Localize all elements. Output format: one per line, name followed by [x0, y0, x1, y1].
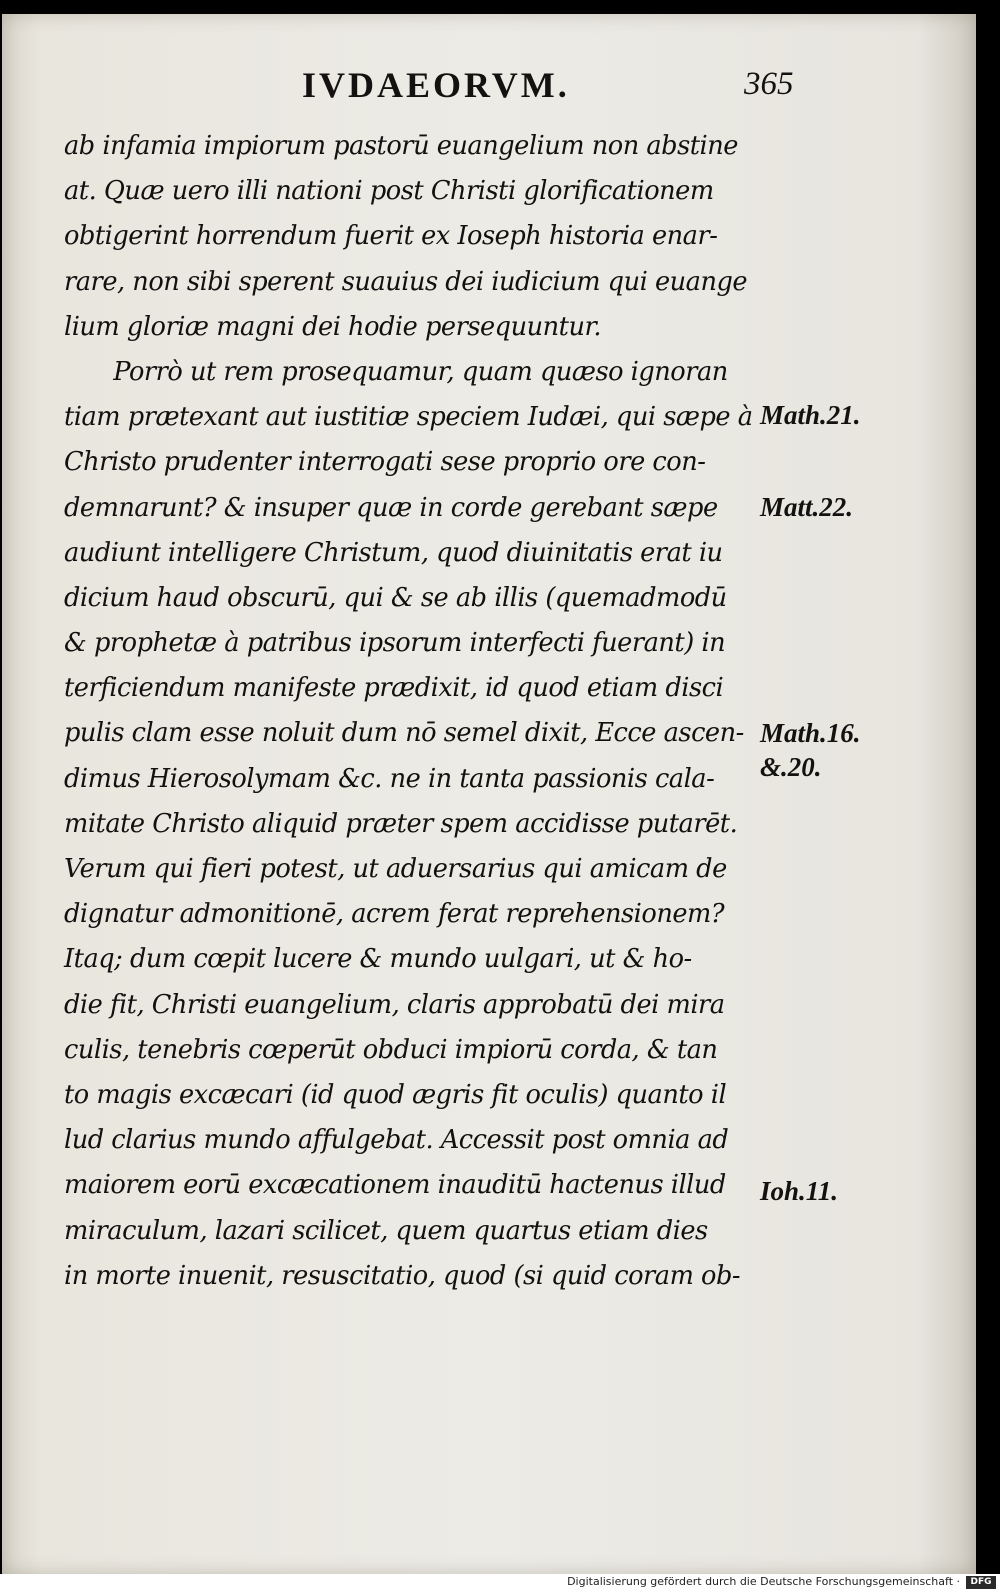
text-line: terficiendum manifeste prædixit, id quod etiam disci	[64, 673, 724, 704]
text-line: mitate Christo aliquid præter spem accidisse putarēt.	[64, 808, 738, 839]
margin-note: Math.16.	[760, 718, 861, 748]
text-line: maiorem eorū excæcationem inauditū hactenus illud	[64, 1170, 726, 1201]
digitization-footer	[0, 1574, 1000, 1592]
text-line: Porrò ut rem prosequamur, quam quæso ignoran	[113, 356, 728, 387]
text-line: in morte inuenit, resuscitatio, quod (si quid coram ob-	[64, 1260, 741, 1291]
text-line: dignatur admonitionē, acrem ferat reprehensionem?	[64, 899, 725, 930]
dfg-logo: DFG	[966, 1576, 996, 1589]
margin-note: Matt.22.	[760, 492, 854, 522]
text-line: to magis excæcari (id quod ægris fit oculis) quanto il	[64, 1079, 727, 1110]
text-line: pulis clam esse noluit dum nō semel dixit, Ecce ascen-	[64, 718, 744, 749]
text-line: dimus Hierosolymam &c. ne in tanta passionis cala-	[64, 763, 715, 794]
text-line: at. Quæ uero illi nationi post Christi glorificationem	[64, 176, 714, 207]
page-number: 365	[744, 66, 794, 102]
text-line: miraculum, lazari scilicet, quem quartus etiam dies	[64, 1215, 708, 1246]
body-text	[64, 124, 764, 1299]
text-line: audiunt intelligere Christum, quod diuinitatis erat iu	[64, 537, 723, 568]
text-line: die fit, Christi euangelium, claris approbatū dei mira	[64, 989, 725, 1020]
running-head: IVDAEORVM.	[302, 65, 570, 105]
text-line: tiam prætexant aut iustitiæ speciem Iudæi, qui sæpe à	[64, 402, 753, 433]
book-page	[2, 14, 976, 1574]
text-line: lium gloriæ magni dei hodie persequuntur.	[64, 311, 602, 342]
text-line: Christo prudenter interrogati sese proprio ore con-	[64, 447, 706, 478]
text-line: obtigerint horrendum fuerit ex Ioseph historia enar-	[64, 221, 718, 252]
text-line: demnarunt? & insuper quæ in corde gerebant sæpe	[64, 492, 718, 523]
text-line: ab infamia impiorum pastorū euangelium non abstine	[64, 131, 738, 161]
text-line: rare, non sibi sperent suauius dei iudicium qui euange	[64, 266, 748, 297]
text-line: dicium haud obscurū, qui & se ab illis (quemadmodū	[64, 582, 727, 613]
margin-note: &.20.	[760, 752, 822, 782]
text-line: Verum qui fieri potest, ut aduersarius qui amicam de	[64, 854, 727, 884]
page-header	[2, 62, 976, 112]
funding-credit: Digitalisierung gefördert durch die Deutsche Forschungsgemeinschaft ·	[567, 1575, 960, 1588]
text-line: Itaq; dum cœpit lucere & mundo uulgari, ut & ho-	[64, 944, 692, 975]
text-line: lud clarius mundo affulgebat. Accessit post omnia ad	[64, 1125, 729, 1156]
text-line: & prophetæ à patribus ipsorum interfecti fuerant) in	[64, 628, 726, 659]
margin-note: Ioh.11.	[760, 1176, 839, 1206]
text-line: culis, tenebris cœperūt obduci impiorū corda, & tan	[64, 1034, 718, 1065]
margin-note: Math.21.	[760, 400, 861, 430]
